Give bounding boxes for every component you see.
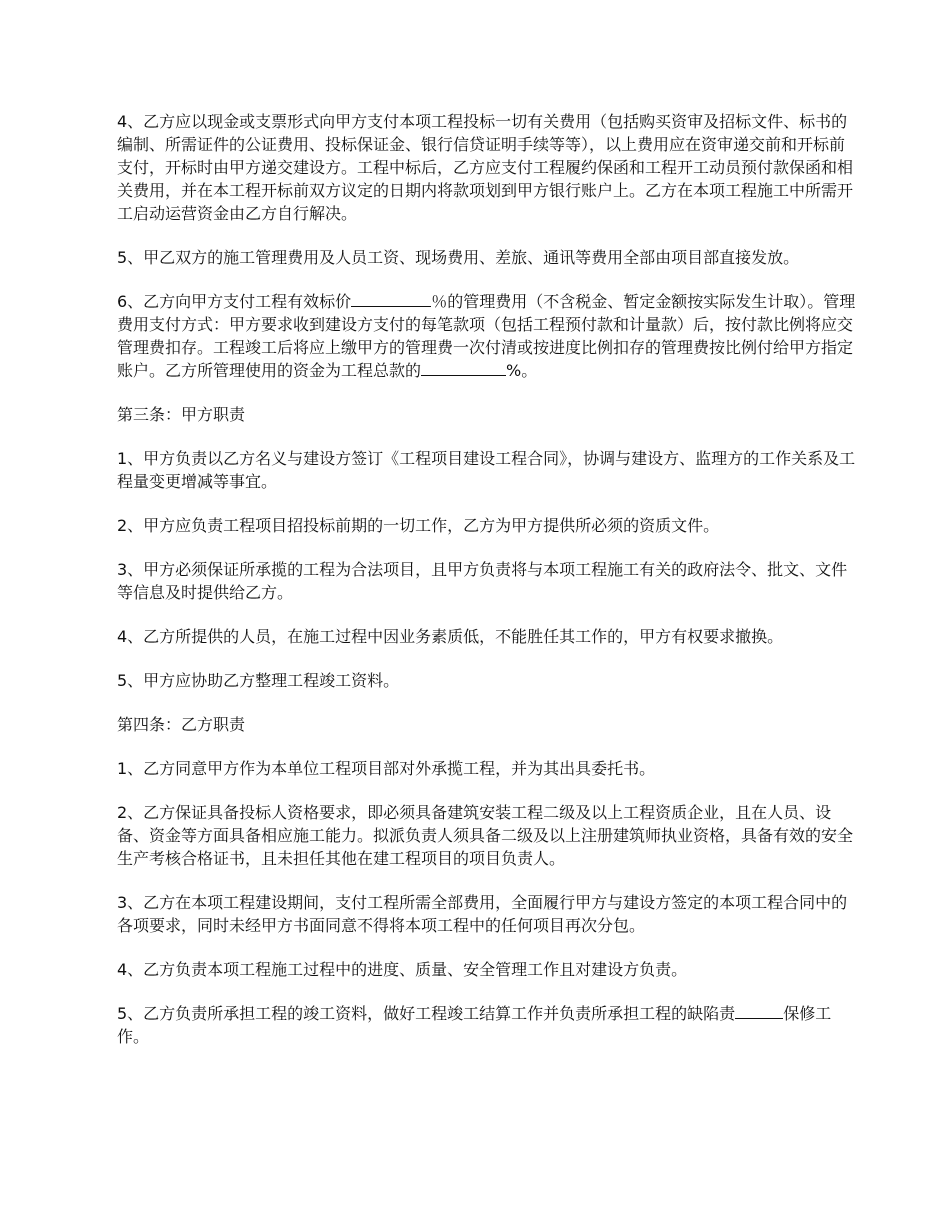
clause-4-item-3: 3、乙方在本项工程建设期间，支付工程所需全部费用，全面履行甲方与建设方签定的本项工程合同中的各项要求，同时未经甲方书面同意不得将本项工程中的任何项目再次分包。 xyxy=(117,893,848,935)
clause-4-item-4: 4、乙方负责本项工程施工过程中的进度、质量、安全管理工作且对建设方负责。 xyxy=(117,960,688,979)
clause-2-item-6 xyxy=(117,290,857,382)
fill-blank-defect-period xyxy=(735,1003,783,1019)
clause-2-item-6-part-c: %。 xyxy=(506,361,538,380)
clause-3-item-5: 5、甲方应协助乙方整理工程竣工资料。 xyxy=(117,671,400,690)
clause-4-item-1: 1、乙方同意甲方作为本单位工程项目部对外承揽工程，并为其出具委托书。 xyxy=(117,759,656,778)
clause-2-item-6-part-a: 6、乙方向甲方支付工程有效标价 xyxy=(117,292,352,311)
clause-4-item-2: 2、乙方保证具备投标人资格要求，即必须具备建筑安装工程二级及以上工程资质企业，且在人员、设备、资金等方面具备相应施工能力。拟派负责人须具备二级及以上注册建筑师执业资格，具备有效的安全生产考核合格证书，且未担任其他在建工程项目的项目负责人。 xyxy=(117,803,854,868)
clause-4-item-5-part-b: 保修工作。 xyxy=(117,1004,832,1046)
clause-2-item-6-part-b: ％的管理费用（不含税金、暂定金额按实际发生计取）。管理费用支付方式：甲方要求收到建设方支付的每笔款项（包括工程预付款和计量款）后，按付款比例将应交管理费扣存。工程竣工后将应上缴甲方的管理费一次付清或按进度比例扣存的管理费按比例付给甲方指定账户。乙方所管理使用的资金为工程总款的 xyxy=(117,292,856,380)
clause-4-heading: 第四条：乙方职责 xyxy=(117,715,246,734)
fill-blank-bid-percent xyxy=(351,291,431,307)
clause-3-item-4: 4、乙方所提供的人员，在施工过程中因业务素质低，不能胜任其工作的，甲方有权要求撤换。 xyxy=(117,627,784,646)
clause-4-item-5-part-a: 5、乙方负责所承担工程的竣工资料，做好工程竣工结算工作并负责所承担工程的缺陷责 xyxy=(117,1004,736,1023)
document-body xyxy=(117,110,857,1069)
clause-2-item-4: 4、乙方应以现金或支票形式向甲方支付本项工程投标一切有关费用（包括购买资审及招标文件、标书的编制、所需证件的公证费用、投标保证金、银行信贷证明手续等等），以上费用应在资审递交前和开标前支付，开标时由甲方递交建设方。工程中标后，乙方应支付工程履约保函和工程开工动员预付款保函和相关费用，并在本工程开标前双方议定的日期内将款项划到甲方银行账户上。乙方在本项工程施工中所需开工启动运营资金由乙方自行解决。 xyxy=(117,112,854,223)
clause-3-item-1: 1、甲方负责以乙方名义与建设方签订《工程项目建设工程合同》，协调与建设方、监理方的工作关系及工程量变更增减等事宜。 xyxy=(117,449,856,491)
clause-3-item-2: 2、甲方应负责工程项目招投标前期的一切工作，乙方为甲方提供所必须的资质文件。 xyxy=(117,516,720,535)
fill-blank-fund-percent xyxy=(421,360,506,376)
clause-2-item-5: 5、甲乙双方的施工管理费用及人员工资、现场费用、差旅、通讯等费用全部由项目部直接发放。 xyxy=(117,248,800,267)
clause-3-heading: 第三条：甲方职责 xyxy=(117,405,246,424)
clause-3-item-3: 3、甲方必须保证所承揽的工程为合法项目，且甲方负责将与本项工程施工有关的政府法令、批文、文件等信息及时提供给乙方。 xyxy=(117,560,848,602)
clause-4-item-5 xyxy=(117,1002,857,1048)
